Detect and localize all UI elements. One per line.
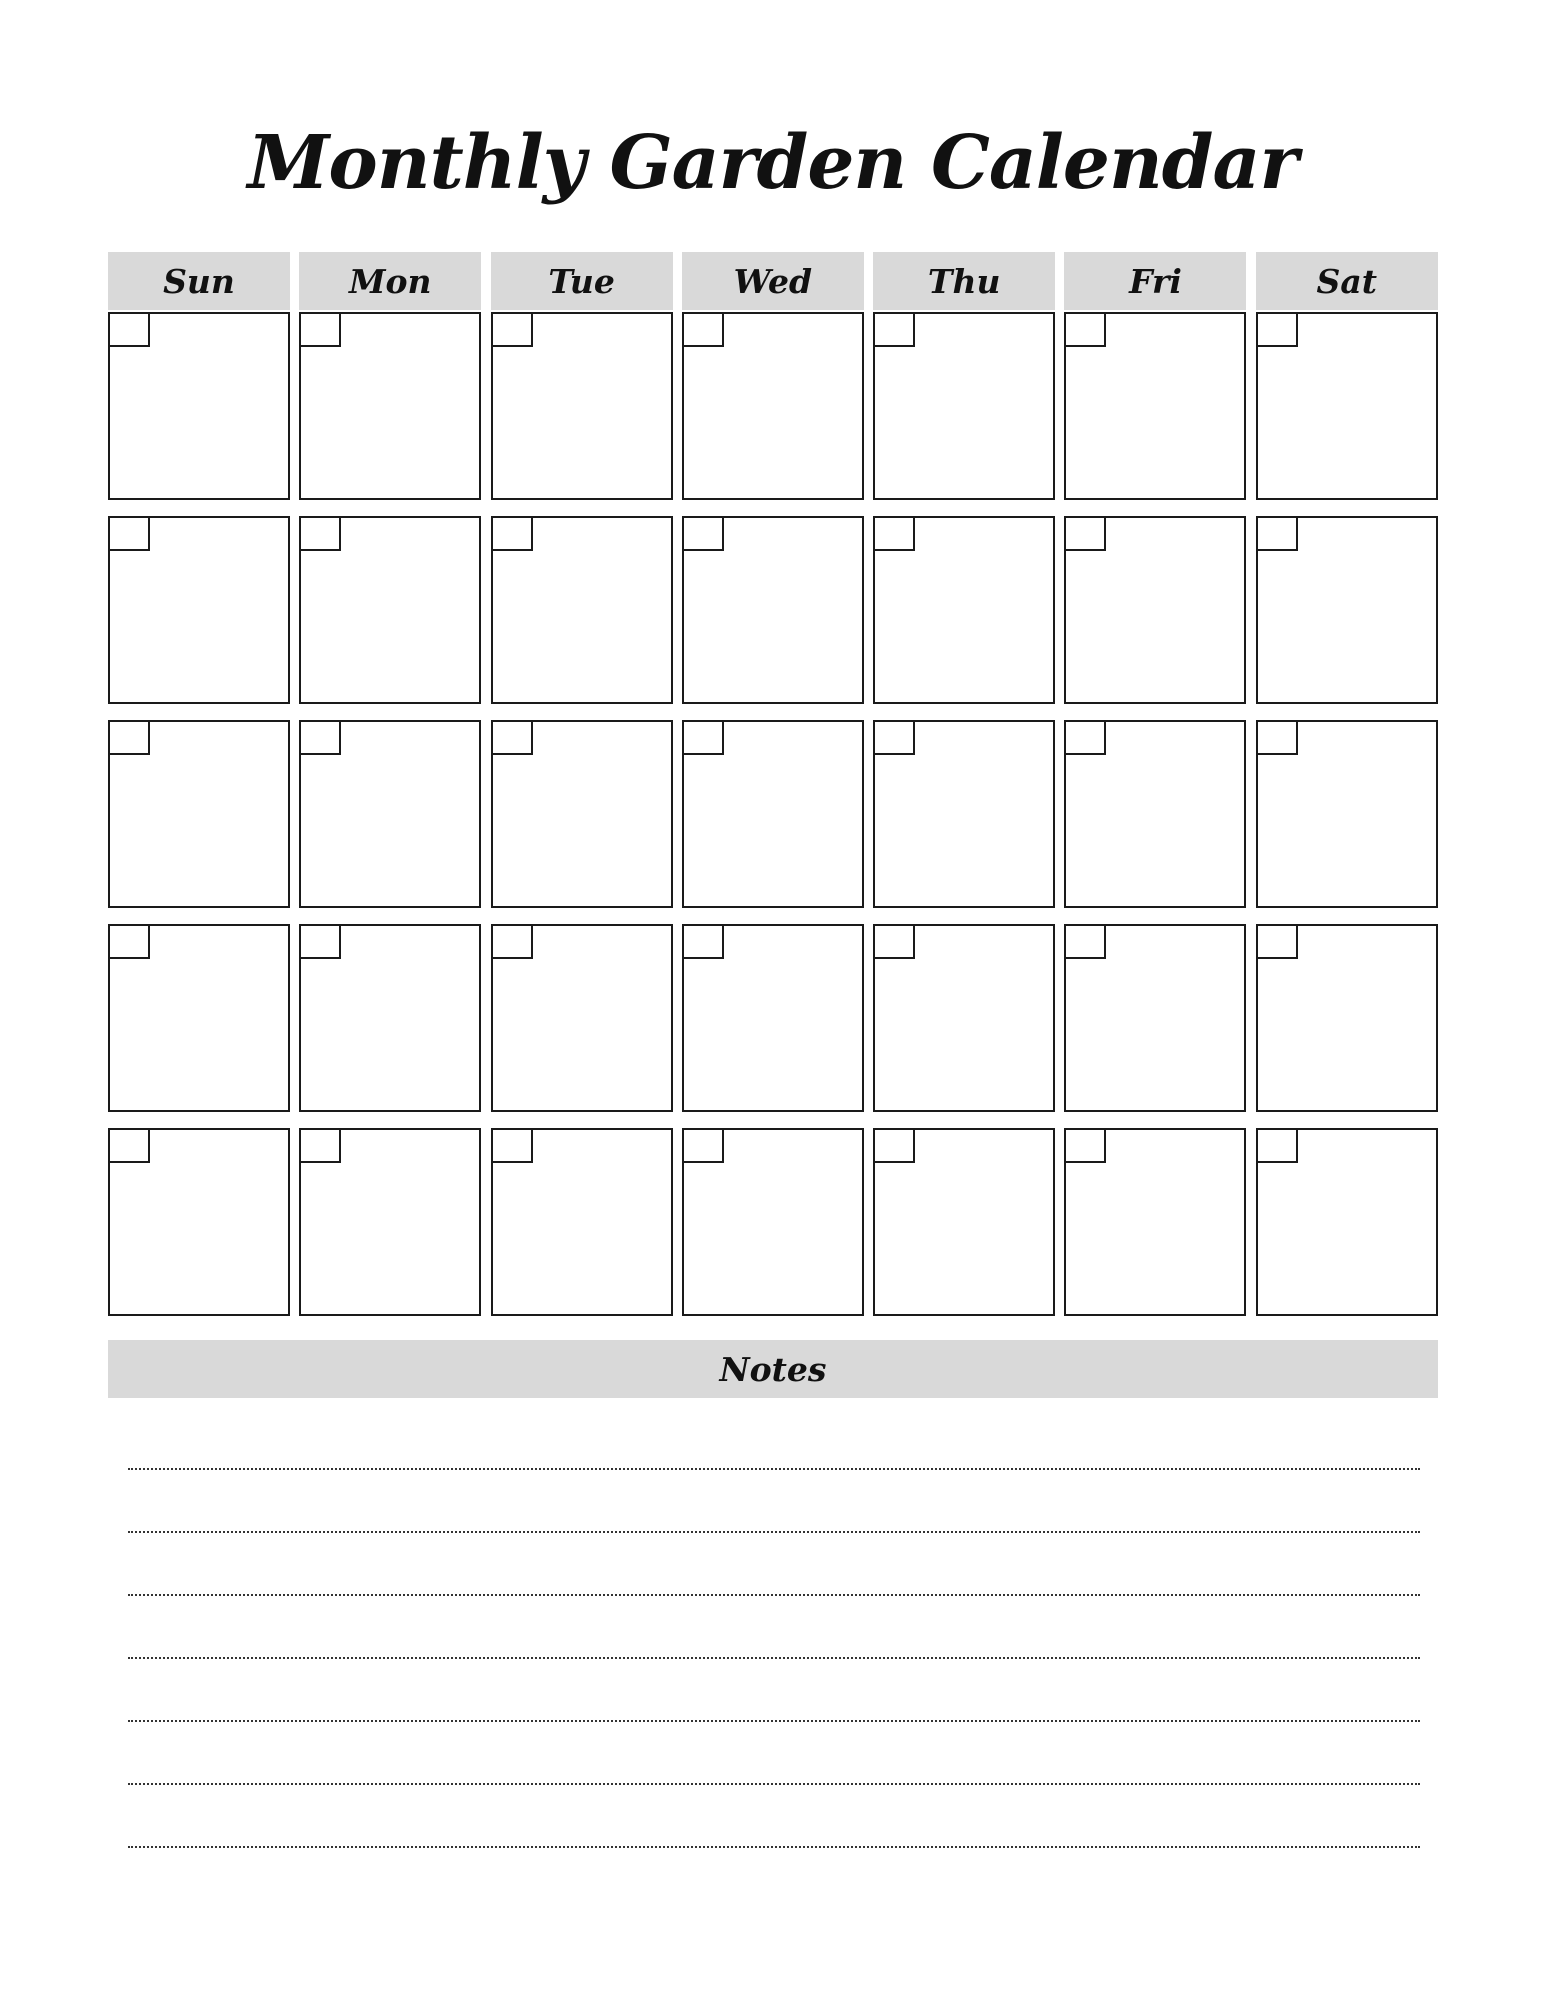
day-cell[interactable] xyxy=(299,924,481,1112)
day-cell[interactable] xyxy=(873,312,1055,500)
week-row xyxy=(108,516,1438,704)
note-line[interactable] xyxy=(128,1533,1420,1596)
day-cell[interactable] xyxy=(108,312,290,500)
week-row xyxy=(108,312,1438,500)
weekday-header-mon: Mon xyxy=(299,252,481,310)
day-cell[interactable] xyxy=(108,720,290,908)
date-number-box[interactable] xyxy=(682,720,724,755)
day-cell[interactable] xyxy=(1064,924,1246,1112)
day-cell[interactable] xyxy=(682,1128,864,1316)
day-cell[interactable] xyxy=(299,1128,481,1316)
date-number-box[interactable] xyxy=(299,312,341,347)
date-number-box[interactable] xyxy=(873,312,915,347)
week-row xyxy=(108,1128,1438,1316)
day-cell[interactable] xyxy=(873,924,1055,1112)
date-number-box[interactable] xyxy=(108,516,150,551)
date-number-box[interactable] xyxy=(108,312,150,347)
day-cell[interactable] xyxy=(1256,516,1438,704)
note-line[interactable] xyxy=(128,1722,1420,1785)
weekday-header-sun: Sun xyxy=(108,252,290,310)
day-cell[interactable] xyxy=(1064,720,1246,908)
day-cell[interactable] xyxy=(873,1128,1055,1316)
date-number-box[interactable] xyxy=(873,1128,915,1163)
weekday-header-sat: Sat xyxy=(1256,252,1438,310)
date-number-box[interactable] xyxy=(873,516,915,551)
date-number-box[interactable] xyxy=(1064,516,1106,551)
date-number-box[interactable] xyxy=(1064,1128,1106,1163)
date-number-box[interactable] xyxy=(1064,924,1106,959)
note-line[interactable] xyxy=(128,1596,1420,1659)
date-number-box[interactable] xyxy=(682,516,724,551)
date-number-box[interactable] xyxy=(682,312,724,347)
day-cell[interactable] xyxy=(491,1128,673,1316)
date-number-box[interactable] xyxy=(299,924,341,959)
date-number-box[interactable] xyxy=(491,924,533,959)
date-number-box[interactable] xyxy=(1256,312,1298,347)
day-cell[interactable] xyxy=(1064,312,1246,500)
day-cell[interactable] xyxy=(682,720,864,908)
day-cell[interactable] xyxy=(682,312,864,500)
date-number-box[interactable] xyxy=(299,1128,341,1163)
day-cell[interactable] xyxy=(682,924,864,1112)
date-number-box[interactable] xyxy=(491,1128,533,1163)
note-line[interactable] xyxy=(128,1400,1420,1470)
date-number-box[interactable] xyxy=(873,924,915,959)
weekday-header-row xyxy=(108,252,1438,310)
day-cell[interactable] xyxy=(108,1128,290,1316)
day-cell[interactable] xyxy=(682,516,864,704)
note-line[interactable] xyxy=(128,1659,1420,1722)
weekday-header-wed: Wed xyxy=(682,252,864,310)
day-cell[interactable] xyxy=(1256,312,1438,500)
date-number-box[interactable] xyxy=(491,720,533,755)
week-row xyxy=(108,720,1438,908)
date-number-box[interactable] xyxy=(1064,720,1106,755)
weekday-header-thu: Thu xyxy=(873,252,1055,310)
notes-header: Notes xyxy=(108,1340,1438,1398)
date-number-box[interactable] xyxy=(1064,312,1106,347)
day-cell[interactable] xyxy=(1256,720,1438,908)
date-number-box[interactable] xyxy=(1256,1128,1298,1163)
date-number-box[interactable] xyxy=(1256,516,1298,551)
calendar-grid xyxy=(108,312,1438,1332)
day-cell[interactable] xyxy=(1256,924,1438,1112)
day-cell[interactable] xyxy=(491,516,673,704)
date-number-box[interactable] xyxy=(299,516,341,551)
day-cell[interactable] xyxy=(299,720,481,908)
day-cell[interactable] xyxy=(491,312,673,500)
date-number-box[interactable] xyxy=(1256,720,1298,755)
date-number-box[interactable] xyxy=(108,924,150,959)
note-line[interactable] xyxy=(128,1785,1420,1848)
notes-area xyxy=(128,1400,1420,1848)
date-number-box[interactable] xyxy=(873,720,915,755)
day-cell[interactable] xyxy=(1064,516,1246,704)
week-row xyxy=(108,924,1438,1112)
day-cell[interactable] xyxy=(873,720,1055,908)
weekday-header-tue: Tue xyxy=(491,252,673,310)
date-number-box[interactable] xyxy=(108,720,150,755)
day-cell[interactable] xyxy=(108,924,290,1112)
day-cell[interactable] xyxy=(1256,1128,1438,1316)
date-number-box[interactable] xyxy=(491,312,533,347)
page-title: Monthly Garden Calendar xyxy=(247,120,1298,206)
date-number-box[interactable] xyxy=(491,516,533,551)
day-cell[interactable] xyxy=(491,720,673,908)
date-number-box[interactable] xyxy=(299,720,341,755)
date-number-box[interactable] xyxy=(108,1128,150,1163)
day-cell[interactable] xyxy=(299,312,481,500)
day-cell[interactable] xyxy=(491,924,673,1112)
day-cell[interactable] xyxy=(1064,1128,1246,1316)
date-number-box[interactable] xyxy=(682,924,724,959)
date-number-box[interactable] xyxy=(682,1128,724,1163)
weekday-header-fri: Fri xyxy=(1064,252,1246,310)
day-cell[interactable] xyxy=(108,516,290,704)
day-cell[interactable] xyxy=(873,516,1055,704)
date-number-box[interactable] xyxy=(1256,924,1298,959)
day-cell[interactable] xyxy=(299,516,481,704)
note-line[interactable] xyxy=(128,1470,1420,1533)
